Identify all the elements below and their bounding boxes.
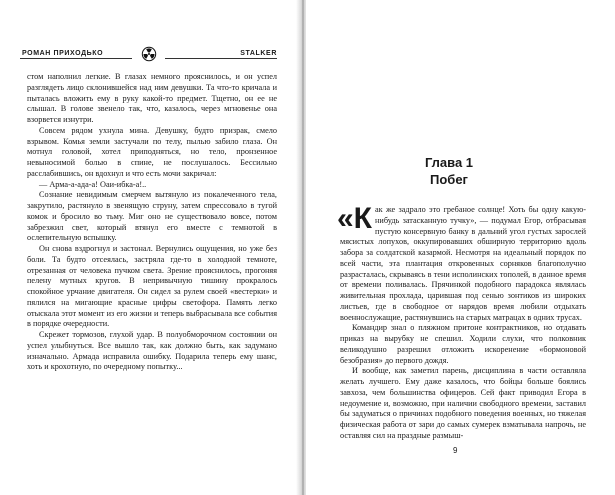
paragraph: И вообще, как заметил парень, дисциплина в части оставляла желать лучшего. Ему даже казалось, что бойцы больше боялись завхоза, чем большинства офицеров. Сей факт приводил Егора в недоумение и, возможно, при наличии свободного времени, заставил бы задуматься о причинах подобного поведения военных, но тяжелая физическая работа от зари до самых сумерек взматывала напрочь, не оставляя сил на праздные размыш- bbox=[340, 366, 586, 440]
right-page-body bbox=[337, 202, 586, 442]
running-head-rule-left bbox=[20, 58, 132, 59]
left-page-body bbox=[27, 72, 277, 373]
chapter-title: Побег bbox=[430, 172, 468, 187]
first-paragraph bbox=[337, 202, 586, 323]
running-head bbox=[20, 48, 277, 62]
paragraph: Он снова вздрогнул и застонал. Вернулись ощущения, но уже без боли. Та будто отсеялась, застряла где-то в холодной темноте, отрезанная от человека пучком света. Зрение прояснилось, прогоняя пелену мутных кругов. В непривычную тишину прокралось спокойное урчание двигателя. Он сидел за рулем своей «вестерки» и пялился на мигающие красные цифры светофора. Память легко отыскала этот момент из его жизни и теперь выбрасывала все события в порядке очередности. bbox=[27, 244, 277, 329]
paragraph: стом наполнил легкие. В глазах немного прояснилось, и он успел разглядеть лицо склонившейся над ним девушки. Та что-то кричала и пыталась вложить ему в руку какой-то предмет. Тщетно, он ее не слышал. В голове звенело так, что, казалось, через мгновенье она взорвется изнутри. bbox=[27, 72, 277, 124]
paragraph: Совсем рядом ухнула мина. Девушку, будто призрак, смело взрывом. Комья земли застучали по телу, пылью забило глаза. Он мотнул головой, хотел приподняться, но тело, пронзенное невыносимой болью в спине, не послушалось. Бессильно расслабившись, он вдохнул и что есть мочи закричал: bbox=[27, 125, 277, 178]
page-number: 9 bbox=[453, 446, 458, 455]
running-head-author: РОМАН ПРИХОДЬКО bbox=[22, 50, 104, 57]
drop-cap: «К bbox=[337, 202, 372, 235]
running-head-series: STALKER bbox=[240, 50, 277, 57]
chapter-heading bbox=[306, 154, 592, 188]
paragraph: — Арма-а-ада-а! Оаи-ибка-а!.. bbox=[39, 179, 147, 189]
paragraph: Скрежет тормозов, глухой удар. В полуобморочном состоянии он успел улыбнуться. Все вышло так, как должно быть, как задумано изначально. Армада исправила ошибку. Подарила теперь ему шанс, хоть и крохотную, по очередному попытку... bbox=[27, 330, 277, 372]
radiation-icon bbox=[141, 46, 157, 62]
running-head-rule-right bbox=[165, 58, 277, 59]
paragraph: Командир знал о пляжном притоне контрактников, но отдавать приказ на вырубку не спешил. Ходили слухи, что полковник великодушно разрешил отложить искоренение «бормоновой безобразия» до первого дождя. bbox=[340, 323, 586, 365]
left-page bbox=[0, 0, 300, 495]
paragraph: Сознание невидимым смерчем вытянуло из покалеченного тела, закрутило, растянуло в звенящую струну, затем спрессовало в тугой комок и бросило во тьму. Миг оно не существовало вовсе, потом забрезжил свет, который втянул его вместе с темнотой в ослепительную вспышку. bbox=[27, 190, 277, 243]
first-paragraph-text: ак же задрало это гребаное солнце! Хоть бы одну какую-нибудь затасканную тучку», — подумал Егор, отбрасывая пустую консервную банку в дальний угол густых зарослей мясистых лопухов, оккупировавших обширную территорию вдоль забора за солдатской казармой. Несмотря на идеальный порядок по всей части, эта плантация откровенных сорняков благополучно разрасталась, скрываясь в тени исполинских тополей, в данное время от времени поливалась. Прячинкой подобного парадокса являлась живительная прохлада, царившая под сенью зонтиков из широких листьев, где в свободное от нарядов время любили отдыхать военнослужащие, растянувшись на старых матрацах в одних трусах. bbox=[340, 205, 586, 322]
chapter-number: Глава 1 bbox=[424, 155, 474, 170]
